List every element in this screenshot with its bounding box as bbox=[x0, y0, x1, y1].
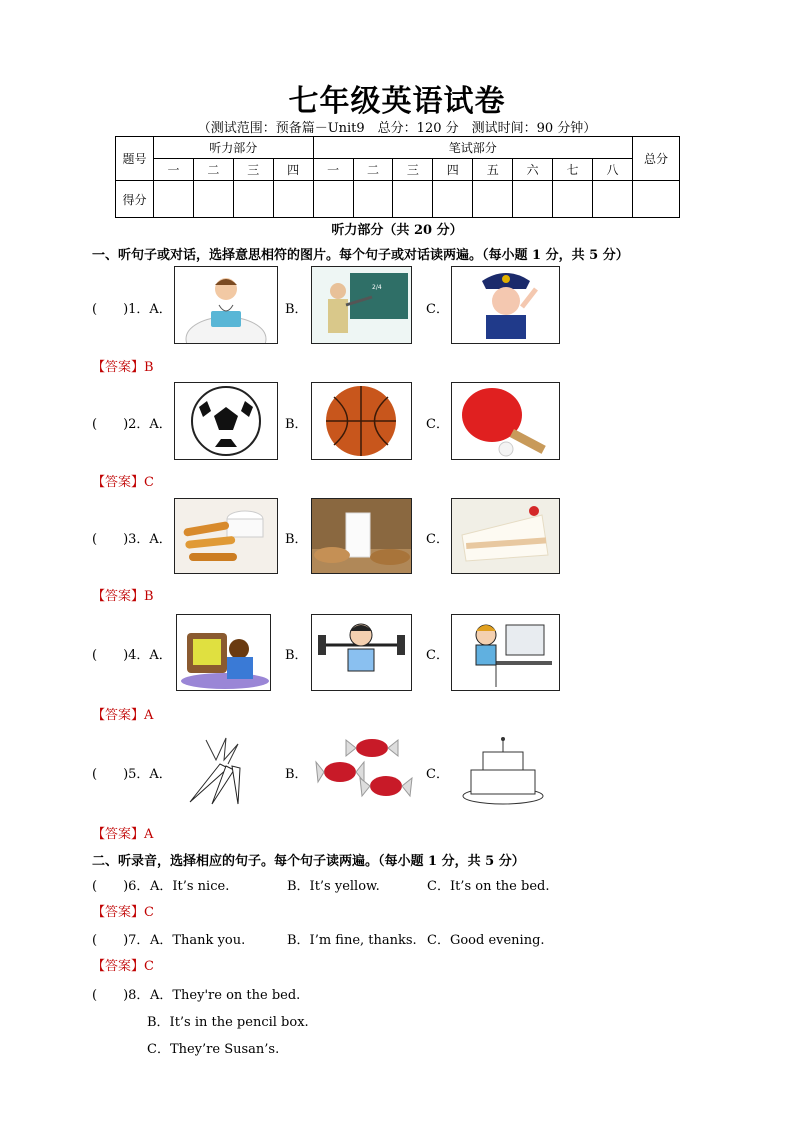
answer-value: A bbox=[144, 827, 154, 842]
score-cell[interactable] bbox=[313, 181, 353, 218]
q5-option-c: C． bbox=[426, 767, 449, 782]
soccer-ball-picture[interactable] bbox=[174, 382, 278, 460]
q7-label: ( )7． bbox=[92, 933, 150, 948]
tihao-label: 题号 bbox=[116, 137, 154, 181]
q8-label: ( )8． bbox=[92, 988, 150, 1003]
answer-value: A bbox=[144, 708, 154, 723]
answer-value: C bbox=[144, 959, 154, 974]
basketball-picture[interactable] bbox=[311, 382, 412, 460]
q7-option-b: B．I’m fine, thanks. bbox=[287, 933, 417, 948]
col-writing-2: 二 bbox=[353, 159, 393, 181]
ping-pong-paddle-picture[interactable] bbox=[451, 382, 560, 460]
q6-option-c: C．It’s on the bed. bbox=[427, 879, 550, 894]
answer-tag: 【答案】 bbox=[92, 827, 145, 842]
listening-header: 听力部分 bbox=[154, 137, 314, 159]
q3-answer bbox=[92, 585, 154, 604]
score-cell[interactable] bbox=[473, 181, 513, 218]
answer-tag: 【答案】 bbox=[92, 905, 145, 920]
col-listening-4: 四 bbox=[273, 159, 313, 181]
q2-answer bbox=[92, 471, 154, 490]
score-cell[interactable] bbox=[433, 181, 473, 218]
defen-label: 得分 bbox=[116, 181, 154, 218]
q6-answer bbox=[92, 901, 154, 920]
q3-label: ( )3．A． bbox=[92, 532, 172, 547]
q2-option-c: C． bbox=[426, 417, 449, 432]
answer-value: B bbox=[144, 589, 154, 604]
police-officer-picture[interactable] bbox=[451, 266, 560, 344]
exam-info: （测试范围：预备篇－Unit9 总分：120 分 测试时间：90 分钟） bbox=[197, 121, 597, 136]
fried-dough-picture[interactable] bbox=[174, 498, 278, 574]
weightlifting-picture[interactable] bbox=[311, 614, 412, 691]
q4-answer bbox=[92, 704, 153, 723]
q5-option-b: B． bbox=[285, 767, 308, 782]
q5-label: ( )5．A． bbox=[92, 767, 172, 782]
score-table bbox=[115, 136, 680, 218]
score-cell[interactable] bbox=[633, 181, 680, 218]
score-cell[interactable] bbox=[154, 181, 194, 218]
q1-label: ( )1．A． bbox=[92, 302, 172, 317]
answer-tag: 【答案】 bbox=[92, 708, 145, 723]
q8-option-c: C．They’re Susan’s. bbox=[147, 1042, 280, 1057]
col-writing-8: 八 bbox=[592, 159, 632, 181]
cake-picture[interactable] bbox=[451, 498, 560, 574]
q8-option-b: B．It’s in the pencil box. bbox=[147, 1015, 309, 1030]
listening-section-heading: 听力部分（共 20 分） bbox=[331, 223, 463, 238]
watching-tv-picture[interactable] bbox=[176, 614, 271, 691]
q2-option-b: B． bbox=[285, 417, 308, 432]
answer-tag: 【答案】 bbox=[92, 475, 145, 490]
total-label: 总分 bbox=[633, 137, 680, 181]
col-writing-4: 四 bbox=[433, 159, 473, 181]
col-listening-1: 一 bbox=[154, 159, 194, 181]
col-writing-5: 五 bbox=[473, 159, 513, 181]
col-writing-6: 六 bbox=[513, 159, 553, 181]
q2-label: ( )2．A． bbox=[92, 417, 172, 432]
col-writing-3: 三 bbox=[393, 159, 433, 181]
doctor-picture[interactable] bbox=[174, 266, 278, 344]
page-title: 七年级英语试卷 bbox=[288, 84, 506, 119]
score-cell[interactable] bbox=[233, 181, 273, 218]
q7-answer bbox=[92, 955, 154, 974]
q1-answer bbox=[92, 356, 154, 375]
q1-option-b: B． bbox=[285, 302, 308, 317]
score-cell[interactable] bbox=[353, 181, 393, 218]
answer-tag: 【答案】 bbox=[92, 360, 145, 375]
score-cell[interactable] bbox=[273, 181, 313, 218]
col-writing-1: 一 bbox=[313, 159, 353, 181]
score-cell[interactable] bbox=[393, 181, 433, 218]
q7-option-c: C．Good evening. bbox=[427, 933, 545, 948]
q6-option-b: B．It’s yellow. bbox=[287, 879, 380, 894]
col-listening-3: 三 bbox=[233, 159, 273, 181]
q4-label: ( )4．A． bbox=[92, 648, 172, 663]
q7-option-a: A．Thank you. bbox=[150, 933, 246, 948]
q1-option-c: C． bbox=[426, 302, 449, 317]
answer-value: C bbox=[144, 905, 154, 920]
q4-option-c: C． bbox=[426, 648, 449, 663]
part1-heading: 一、听句子或对话，选择意思相符的图片。每个句子或对话读两遍。（每小题 1 分，共 5 分） bbox=[92, 248, 629, 263]
score-cell[interactable] bbox=[592, 181, 632, 218]
col-listening-2: 二 bbox=[193, 159, 233, 181]
score-cell[interactable] bbox=[553, 181, 593, 218]
answer-value: C bbox=[144, 475, 154, 490]
answer-tag: 【答案】 bbox=[92, 959, 145, 974]
score-cell[interactable] bbox=[513, 181, 553, 218]
answer-tag: 【答案】 bbox=[92, 589, 145, 604]
q3-option-c: C． bbox=[426, 532, 449, 547]
q8-option-a: A．They're on the bed. bbox=[150, 988, 301, 1003]
candies-picture[interactable] bbox=[314, 734, 414, 806]
q6-option-a: A．It’s nice. bbox=[150, 879, 230, 894]
answer-value: B bbox=[144, 360, 154, 375]
q4-option-b: B． bbox=[285, 648, 308, 663]
birthday-cake-picture[interactable] bbox=[455, 734, 551, 806]
score-cell[interactable] bbox=[193, 181, 233, 218]
carrots-picture[interactable] bbox=[176, 734, 254, 806]
teacher-picture[interactable] bbox=[311, 266, 412, 344]
col-writing-7: 七 bbox=[553, 159, 593, 181]
q6-label: ( )6． bbox=[92, 879, 150, 894]
svg-text:2/4: 2/4 bbox=[372, 284, 382, 291]
writing-header: 笔试部分 bbox=[313, 137, 632, 159]
computer-picture[interactable] bbox=[451, 614, 560, 691]
part2-heading: 二、听录音，选择相应的句子。每个句子读两遍。（每小题 1 分，共 5 分） bbox=[92, 854, 525, 869]
milk-bread-picture[interactable] bbox=[311, 498, 412, 574]
q3-option-b: B． bbox=[285, 532, 308, 547]
q5-answer bbox=[92, 823, 153, 842]
